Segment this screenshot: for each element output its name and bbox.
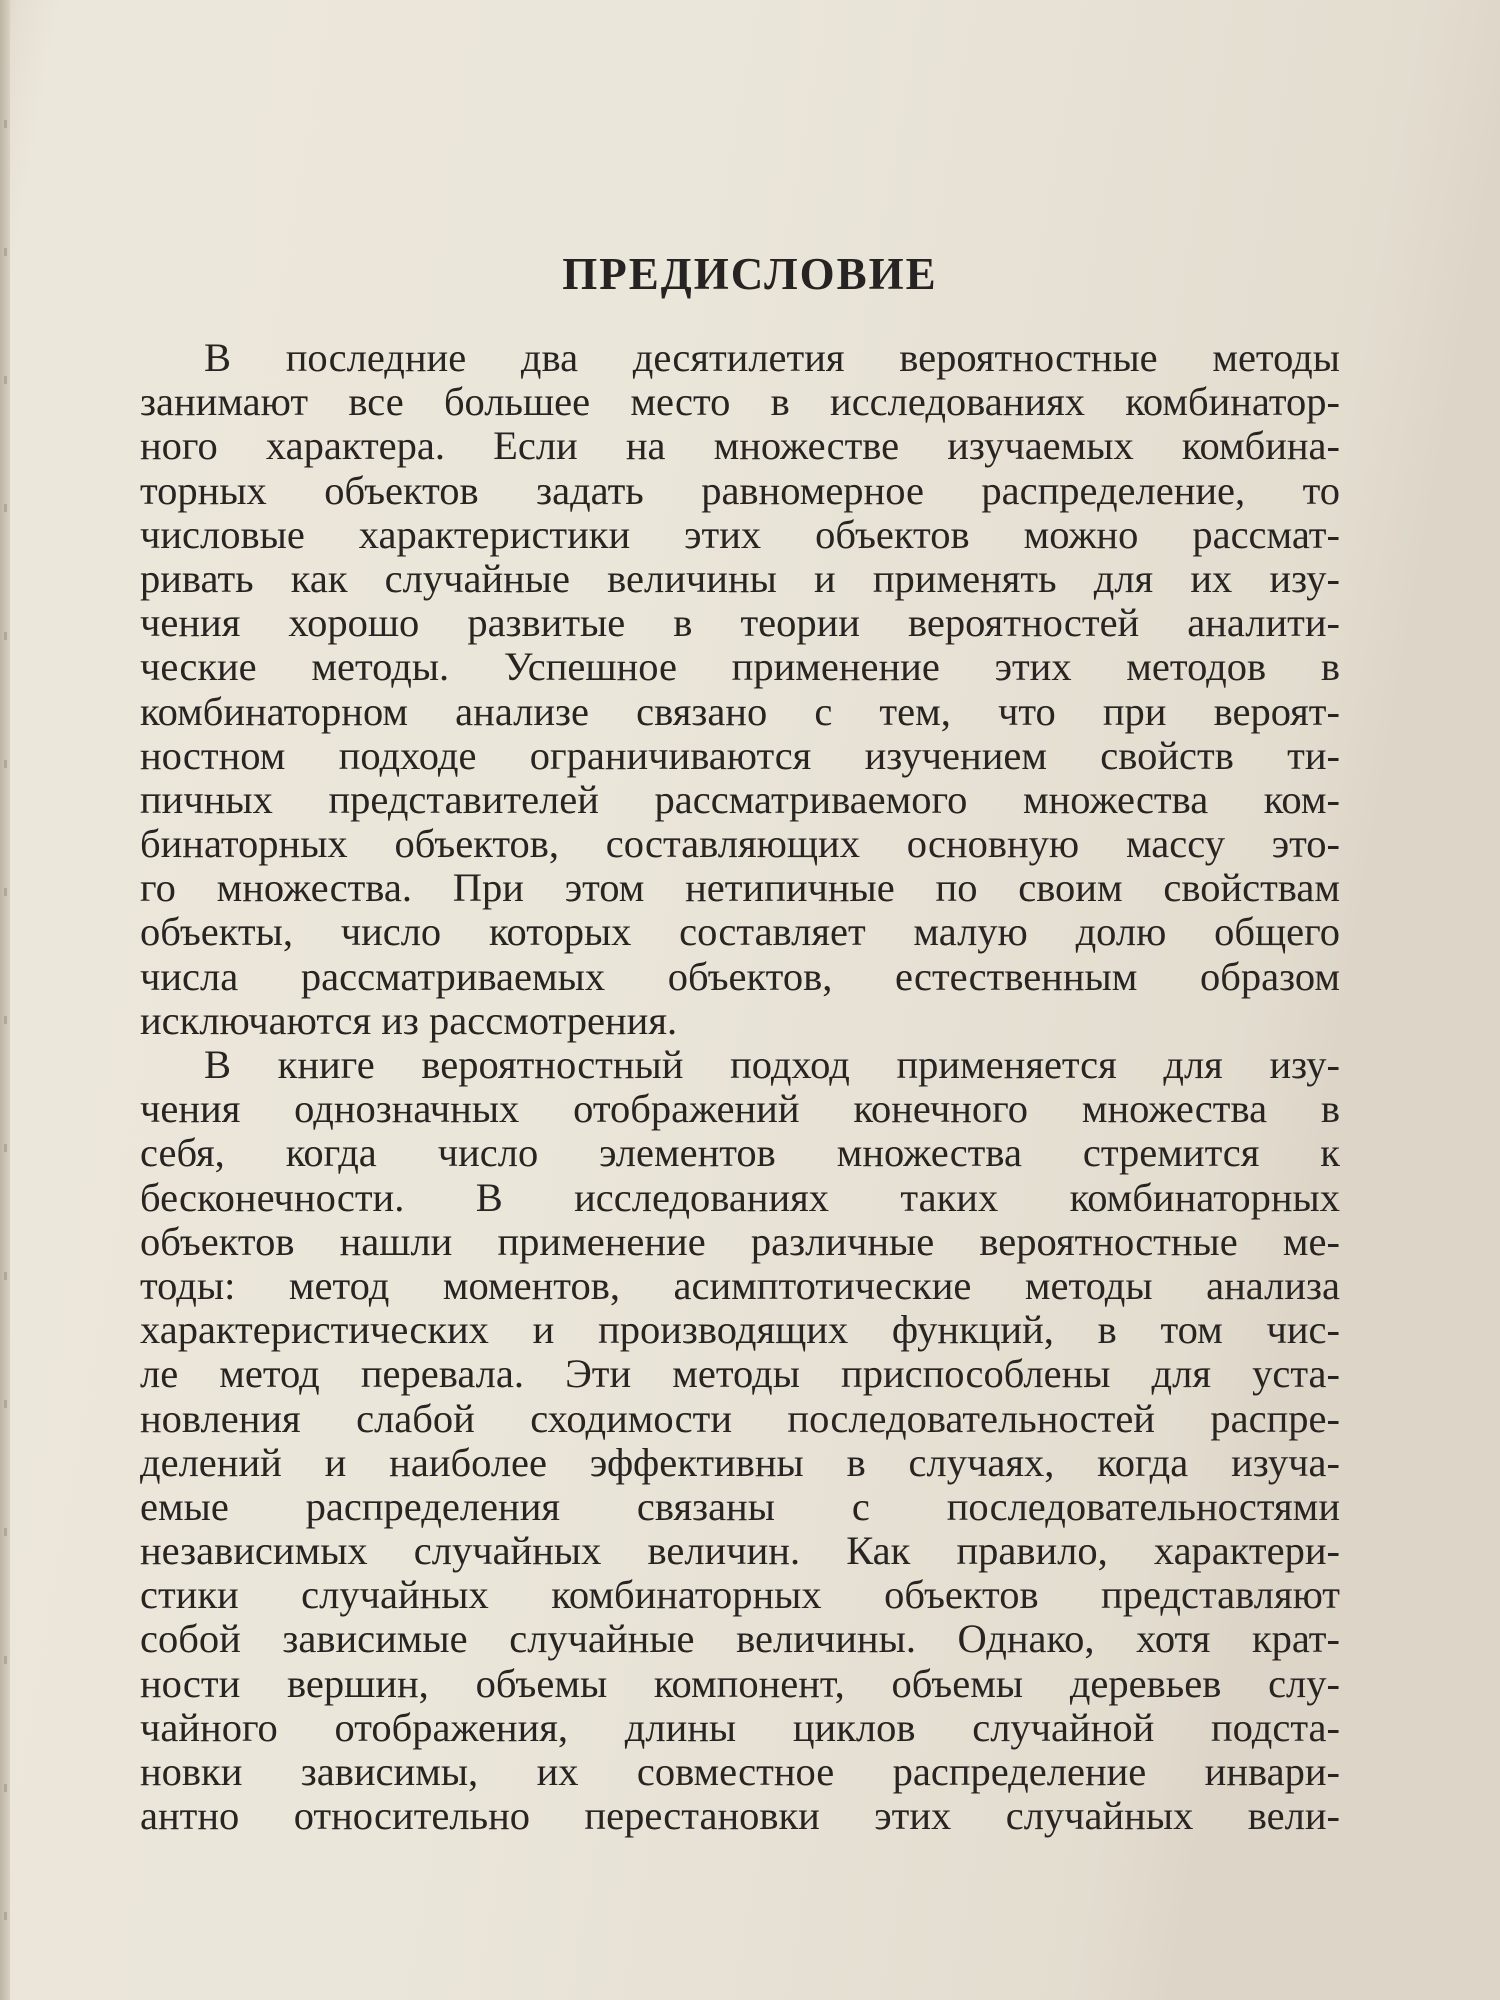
text-line: делений и наиболее эффективны в случаях, когда изуча-	[140, 1440, 1340, 1485]
text-line: чения однозначных отображений конечного множества в	[140, 1087, 1340, 1132]
text-line: объектов нашли применение различные вероятностные ме-	[140, 1219, 1340, 1264]
text-line: чайного отображения, длины циклов случайной подста-	[140, 1705, 1340, 1750]
text-line: характеристических и производящих функций, в том чис-	[140, 1308, 1340, 1353]
text-line: ческие методы. Успешное применение этих методов в	[140, 645, 1340, 690]
text-line: объекты, число которых составляет малую долю общего	[140, 910, 1340, 955]
text-line: чения хорошо развитые в теории вероятностей аналити-	[140, 601, 1340, 646]
text-line: новки зависимы, их совместное распределение инвари-	[140, 1750, 1340, 1794]
text-line: ностном подходе ограничиваются изучением свойств ти-	[140, 733, 1340, 778]
text-line: исключаются из рассмотрения.	[140, 998, 678, 1043]
text-line: ле метод перевала. Эти методы приспособлены для уста-	[140, 1352, 1340, 1397]
binding-stitch-marks	[4, 0, 7, 2000]
text-line: В книге вероятностный подход применяется для изу-	[204, 1043, 1340, 1087]
text-line: В последние два десятилетия вероятностные методы	[204, 336, 1340, 380]
text-line: занимают все большее место в исследованиях комбинатор-	[140, 380, 1340, 425]
text-line: торных объектов задать равномерное распределение, то	[140, 468, 1340, 513]
text-line: числа рассматриваемых объектов, естественным образом	[140, 954, 1340, 999]
page-title: ПРЕДИСЛОВИЕ	[562, 249, 938, 299]
text-line: ного характера. Если на множестве изучаемых комбина-	[140, 424, 1340, 469]
text-line: числовые характеристики этих объектов можно рассмат-	[140, 512, 1340, 557]
text-line: независимых случайных величин. Как правило, характери-	[140, 1529, 1340, 1574]
text-line: комбинаторном анализе связано с тем, что при вероят-	[140, 689, 1340, 734]
text-line: ривать как случайные величины и применять для их изу-	[140, 556, 1340, 601]
text-line: го множества. При этом нетипичные по своим свойствам	[140, 866, 1340, 911]
text-line: собой зависимые случайные величины. Однако, хотя крат-	[140, 1617, 1340, 1662]
text-line: себя, когда число элементов множества стремится к	[140, 1131, 1340, 1176]
text-line: стики случайных комбинаторных объектов представляют	[140, 1573, 1340, 1618]
text-line: емые распределения связаны с последовательностями	[140, 1484, 1340, 1529]
text-line: тоды: метод моментов, асимптотические методы анализа	[140, 1263, 1340, 1308]
text-line: бесконечности. В исследованиях таких комбинаторных	[140, 1175, 1340, 1220]
text-line: ности вершин, объемы компонент, объемы деревьев слу-	[140, 1661, 1340, 1706]
text-line: антно относительно перестановки этих случайных вели-	[140, 1794, 1340, 1839]
text-line: новления слабой сходимости последовательностей распре-	[140, 1396, 1340, 1441]
text-line: пичных представителей рассматриваемого множества ком-	[140, 777, 1340, 822]
body-text	[140, 336, 1340, 1838]
text-line: бинаторных объектов, составляющих основную массу это-	[140, 822, 1340, 867]
